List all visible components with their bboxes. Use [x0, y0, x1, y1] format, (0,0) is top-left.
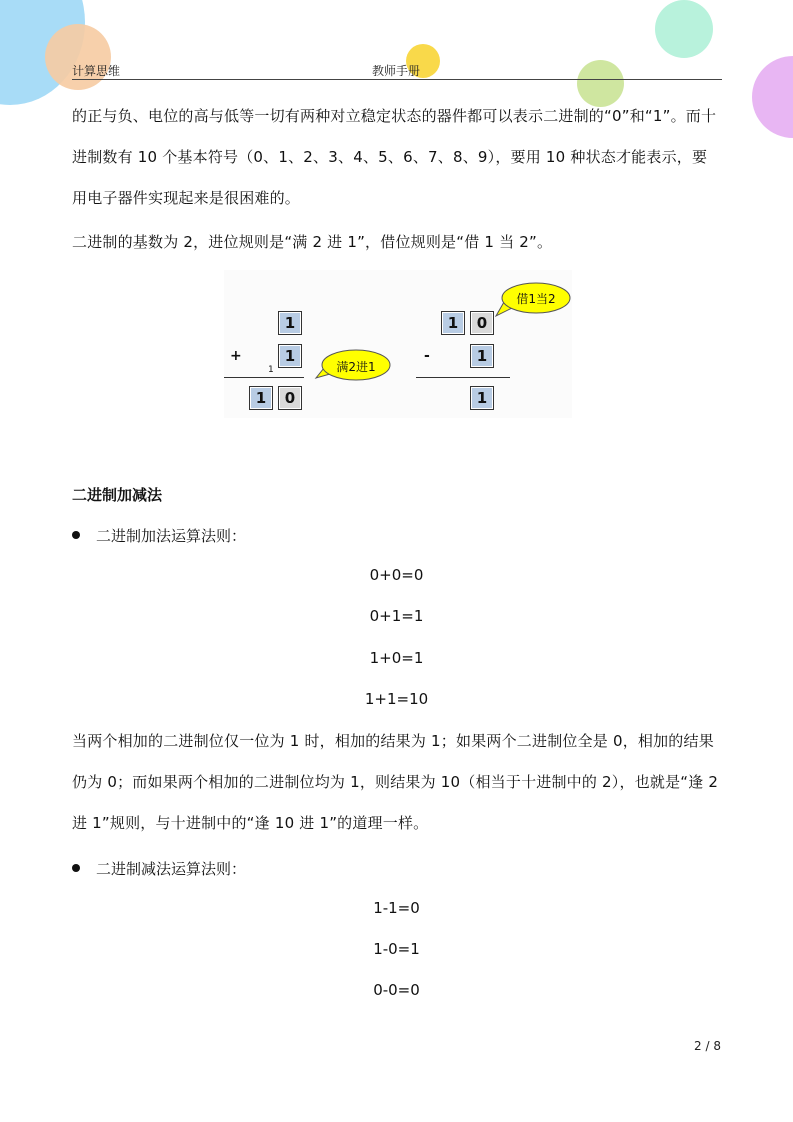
add-rule-1: 0+0=0: [369, 566, 424, 584]
add-rule-2: 0+1=1: [369, 607, 424, 625]
sub-operator: -: [424, 348, 430, 364]
sub-rule-2: 1-0=1: [373, 940, 420, 958]
bullet-subtraction-rules: [72, 858, 246, 879]
add-result-digit-1: 1: [249, 386, 273, 410]
add-sum-line: [224, 377, 304, 378]
sub-rule-1: 1-1=0: [373, 899, 420, 917]
add-rule-3: 1+0=1: [369, 649, 424, 667]
add-operator: +: [230, 348, 242, 364]
decor-circle-mint: [655, 0, 713, 58]
header-left-title: 计算思维: [72, 64, 121, 78]
bullet-dot-icon: [72, 531, 80, 539]
bullet-dot-icon: [72, 864, 80, 872]
decor-circle-purple: [752, 56, 793, 138]
sub-top-digit-1: 1: [441, 311, 465, 335]
add-carry-digit: 1: [268, 365, 274, 375]
sub-callout-text: 借1当2: [516, 292, 556, 306]
bullet-addition-label: 二进制加法运算法则：: [96, 527, 247, 545]
add-callout-text: 满2进1: [336, 360, 376, 374]
paragraph-binary-states: 的正与负、电位的高与低等一切有两种对立稳定状态的器件都可以表示二进制的“0”和“1”。而十进制数有 10 个基本符号（0、1、2、3、4、5、6、7、8、9），要用 10 种状态才能表示，要用电子器件实现起来是很困难的。: [72, 107, 717, 207]
paragraph-carry-borrow-rules: 二进制的基数为 2，进位规则是“满 2 进 1”，借位规则是“借 1 当 2”。: [72, 233, 553, 251]
add-top-digit: 1: [278, 311, 302, 335]
add-bottom-digit: 1: [278, 344, 302, 368]
sub-diff-line: [416, 377, 510, 378]
add-result-digit-2: 0: [278, 386, 302, 410]
add-rule-4: 1+1=10: [364, 690, 429, 708]
paragraph-addition-explanation: 当两个相加的二进制位仅一位为 1 时，相加的结果为 1；如果两个二进制位全是 0，相加的结果仍为 0；而如果两个相加的二进制位均为 1，则结果为 10（相当于十进制中的 2），也就是“逢 2 进 1”规则，与十进制中的“逢 10 进 1”的道理一样。: [72, 732, 719, 832]
header-center-title: 教师手册: [372, 64, 421, 78]
bullet-subtraction-label: 二进制减法运算法则：: [96, 860, 247, 878]
bullet-addition-rules: [72, 525, 246, 546]
page-number: 2 / 8: [694, 1039, 721, 1053]
binary-arithmetic-diagram: [224, 270, 572, 418]
sub-rule-3: 0-0=0: [373, 981, 420, 999]
sub-bottom-digit: 1: [470, 344, 494, 368]
header-divider: [72, 79, 722, 80]
sub-result-digit: 1: [470, 386, 494, 410]
section-heading-binary-add-sub: 二进制加减法: [72, 486, 163, 504]
decor-circle-peach: [45, 24, 111, 90]
sub-top-digit-2: 0: [470, 311, 494, 335]
